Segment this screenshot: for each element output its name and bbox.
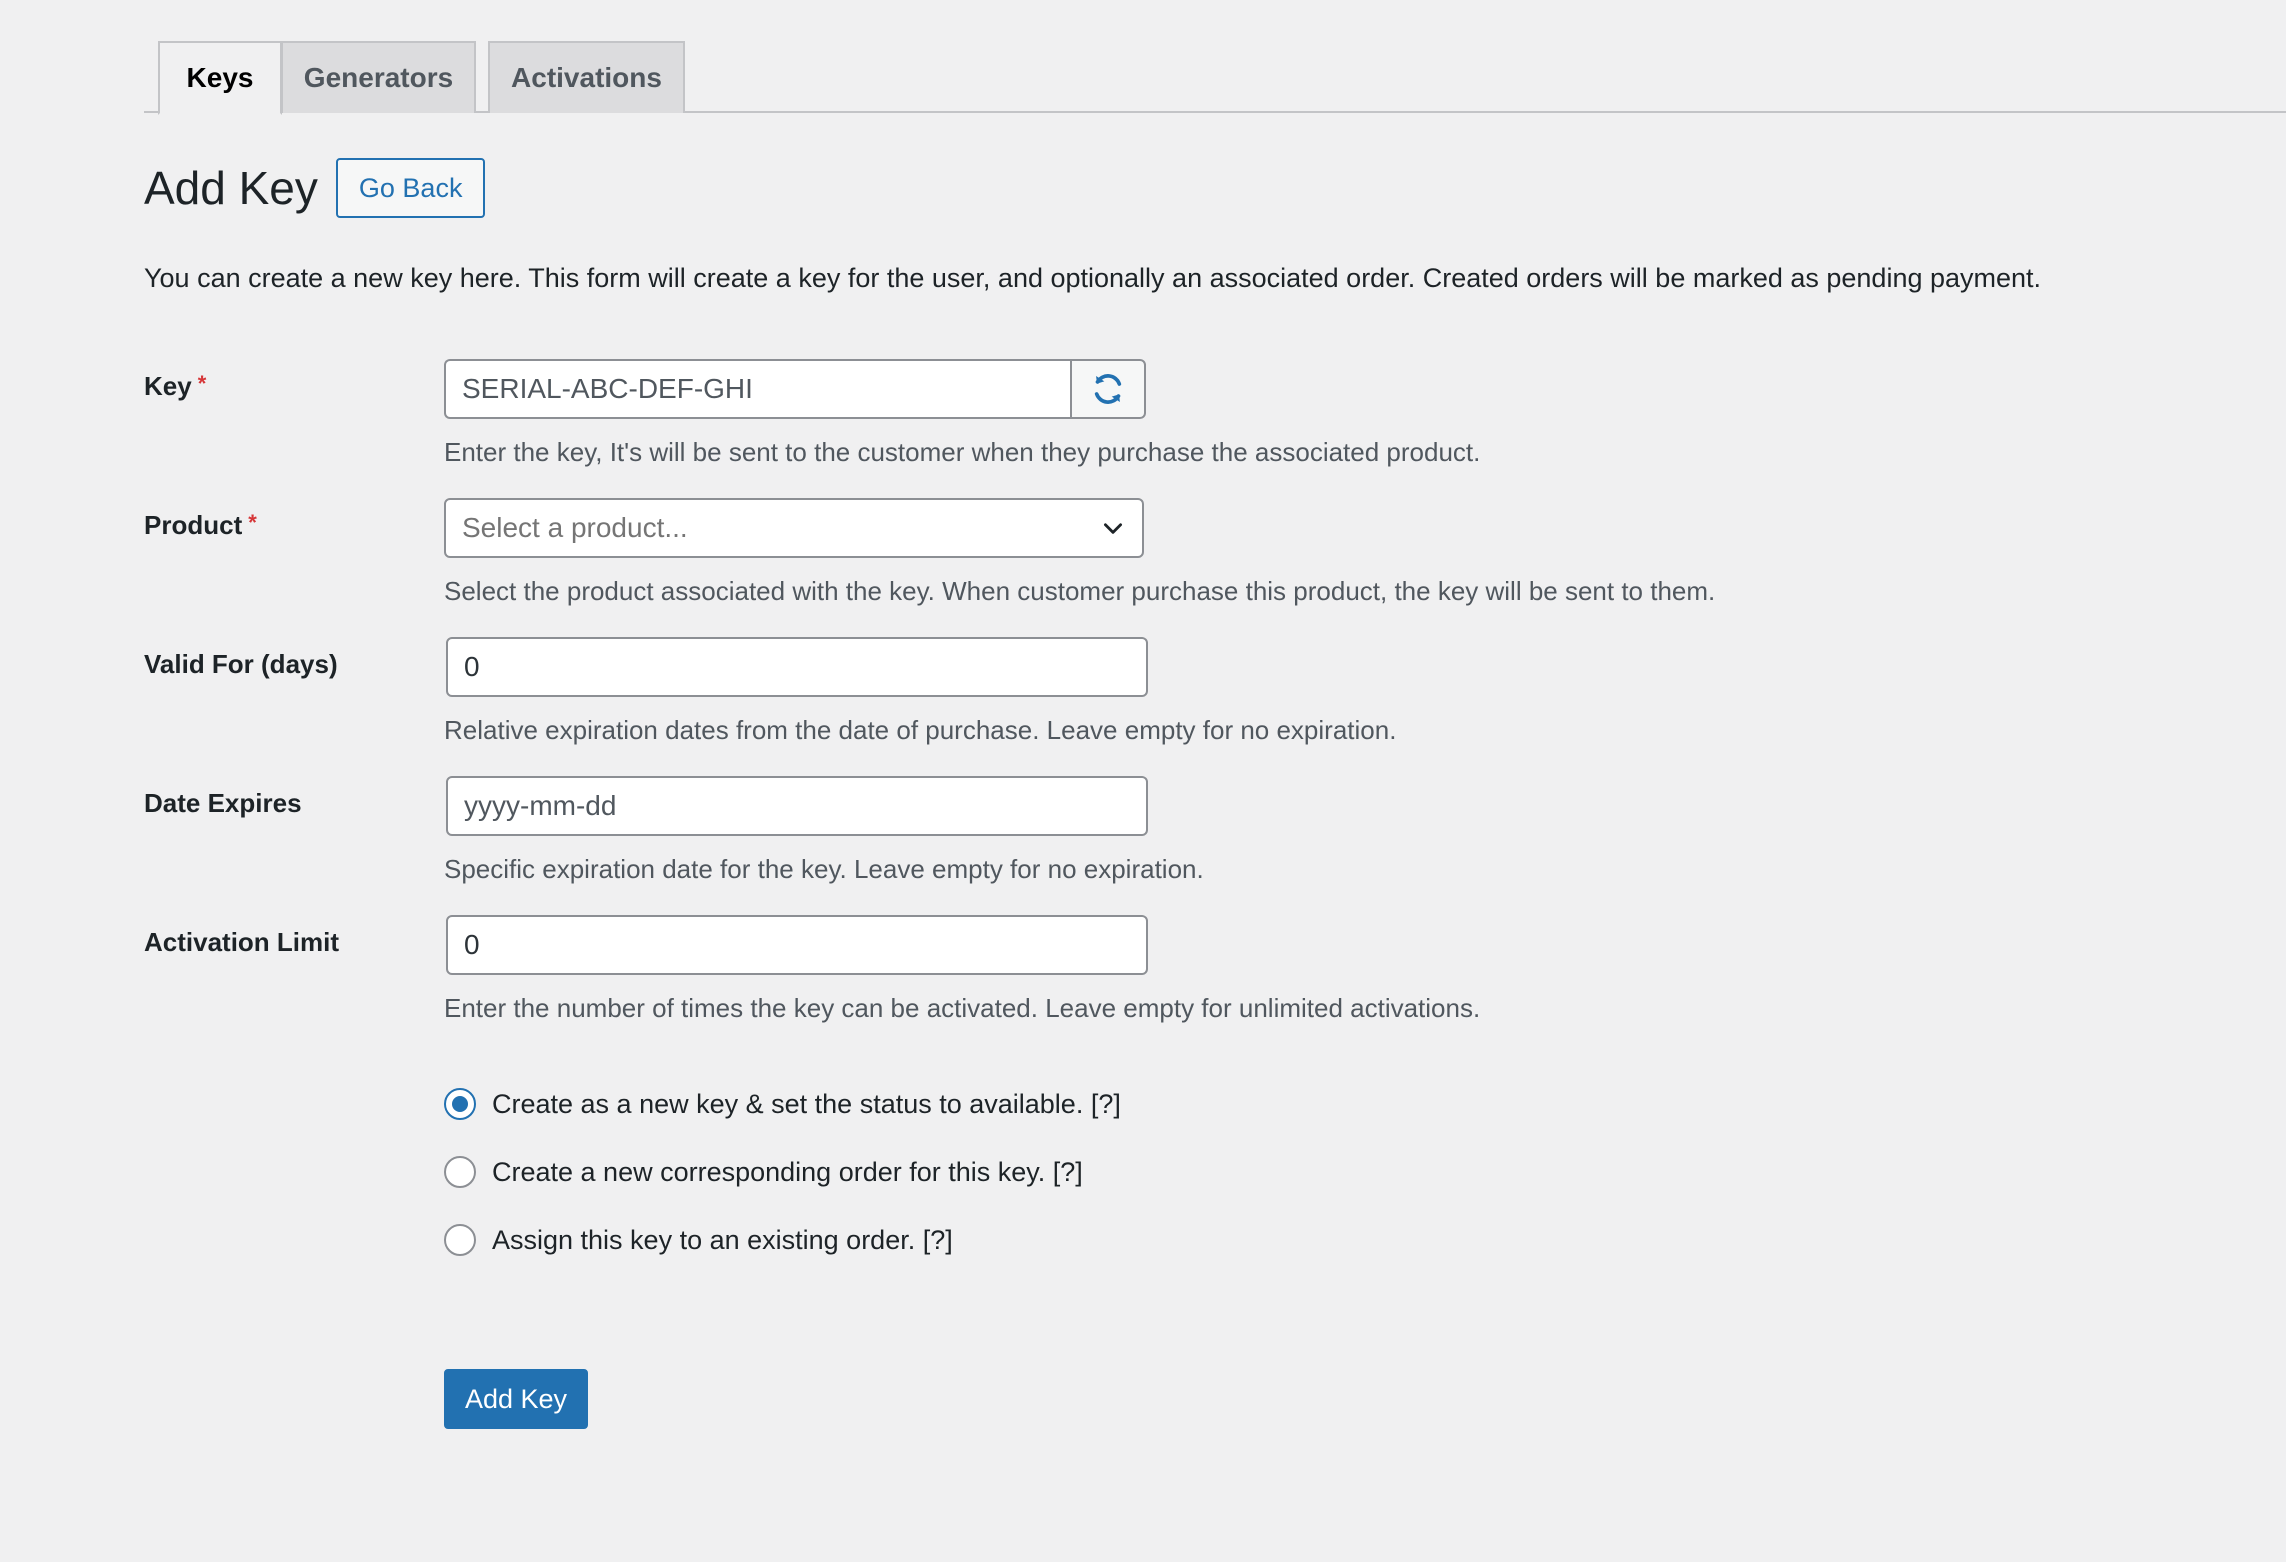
activation-limit-input[interactable]: 0 <box>446 915 1148 975</box>
date-expires-field <box>444 776 1148 836</box>
option-label: Assign this key to an existing order. [?] <box>492 1224 953 1255</box>
date-expires-description: Specific expiration date for the key. Leave empty for no expiration. <box>444 854 1204 884</box>
product-description: Select the product associated with the key. When customer purchase this product, the key will be sent to them. <box>444 576 1716 606</box>
product-select[interactable] <box>444 498 1144 558</box>
add-key-submit-button[interactable]: Add Key <box>444 1369 588 1429</box>
date-expires-label: Date Expires <box>144 788 302 818</box>
tab-generators[interactable]: Generators <box>281 41 476 113</box>
key-input[interactable]: SERIAL-ABC-DEF-GHI <box>444 359 1070 419</box>
go-back-button[interactable]: Go Back <box>336 158 486 218</box>
valid-for-description: Relative expiration dates from the date of purchase. Leave empty for no expiration. <box>444 715 1397 745</box>
required-marker: * <box>197 371 207 396</box>
tab-bar <box>144 41 2286 113</box>
key-description: Enter the key, It's will be sent to the customer when they purchase the associated product. <box>444 437 1481 467</box>
product-select-placeholder: Select a product... <box>462 512 688 543</box>
valid-for-field <box>444 637 1148 697</box>
date-expires-placeholder: yyyy-mm-dd <box>464 790 617 821</box>
key-creation-options <box>444 1084 1121 1288</box>
valid-for-label: Valid For (days) <box>144 649 338 679</box>
activation-limit-description: Enter the number of times the key can be activated. Leave empty for unlimited activations. <box>444 993 1481 1023</box>
page-title: Add Key <box>144 162 318 214</box>
option-existing-order[interactable] <box>444 1220 1121 1260</box>
option-new-order[interactable] <box>444 1152 1121 1192</box>
key-field-group <box>444 359 1146 419</box>
option-label: Create as a new key & set the status to available. [?] <box>492 1088 1121 1119</box>
chevron-down-icon <box>1100 515 1126 541</box>
radio-new-order[interactable] <box>444 1156 476 1188</box>
activation-limit-field <box>444 915 1148 975</box>
page-header <box>144 156 485 220</box>
option-new-key[interactable] <box>444 1084 1121 1124</box>
radio-new-key[interactable] <box>444 1088 476 1120</box>
required-marker: * <box>248 510 257 535</box>
generate-key-button[interactable] <box>1070 359 1146 419</box>
radio-existing-order[interactable] <box>444 1224 476 1256</box>
product-label: Product * <box>144 510 257 540</box>
intro-text: You can create a new key here. This form will create a key for the user, and optionally an associated order. Created orders will be marked as pending payment. <box>144 263 2042 293</box>
tab-activations[interactable]: Activations <box>488 41 685 113</box>
refresh-icon <box>1091 372 1125 406</box>
date-expires-input[interactable] <box>446 776 1148 836</box>
option-label: Create a new corresponding order for this key. [?] <box>492 1156 1083 1187</box>
activation-limit-label: Activation Limit <box>144 927 340 957</box>
key-label: Key * <box>144 371 207 401</box>
product-field <box>444 498 1144 558</box>
tab-keys[interactable]: Keys <box>158 41 282 115</box>
valid-for-input[interactable]: 0 <box>446 637 1148 697</box>
